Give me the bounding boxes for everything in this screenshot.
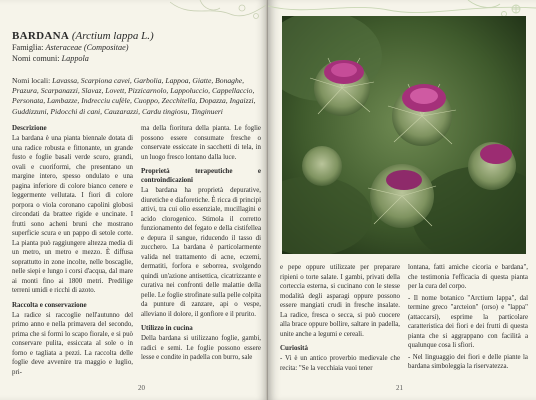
right-page [268,0,536,400]
page-number-left: 20 [138,384,145,392]
body-paragraph: La bardana è una pianta biennale dotata di una radice robusta e fittonante, un grande fusto e foglie basali verde scuro, grandi, ovali e cuoriformi, che presentano un margine intero, spesso ondulato e una pagina inferiore di colore bianco cenere e leggermente vellutata. I fiori di colore porpora o viola coronano capolini globosi circondati da brattee rigide e uncinate. I frutti sono acheni bruni che mostrano superficie scura e un pappo di setole corte. La pianta può raggiungere altezza media di un metro, un metro e mezzo. È diffusa soprattutto in zone incolte, nelle boscaglie, nelle siepi e lungo i corsi d'acqua, dal mare ai monti fino ai 1800 metri. Predilige terreni umidi e ricchi di azoto. [12,135,133,294]
body-paragraph: ma della fioritura della pianta. Le foglie possono essere consumate fresche o conservate essiccate in sacchetti di tela, in un luogo fresco lontano dalla luce. [141,125,261,161]
body-paragraph: - Vi è un antico proverbio medievale che recita: "Se la vecchiaia vuoi tener [280,355,400,372]
bur-bottom-left [302,146,342,186]
bur-right [468,142,516,190]
body-paragraph: Della bardana si utilizzano foglie, gambi, radici e semi. Le foglie possono essere lesse e condite in padella con burro, sale [141,335,261,361]
section-heading: Raccolta e conservazione [12,300,87,309]
body-paragraph: e pepe oppure utilizzate per preparare ripieni o torte salate. I gambi, privati della corteccia esterna, si cucinano con le stesse modalità degli asparagi oppure possono essere mangiati crudi in fresche insalate. La radice, fresca o secca, si può cuocere alla brace oppure bollire, saltare in padella, unite anche a legumi e cereali. [280,264,400,338]
left-column-1 [12,124,133,379]
section-heading: Descrizione [12,124,47,132]
nomi-comuni-line: Nomi comuni: Lappola [12,54,89,63]
body-paragraph: - Il nome botanico "Arctium lappa", dal termine greco "arcteion" (orso) e "lappa" (attaccarsi), esprime la particolare caratteristica dei fiori e dei frutti di questa pianta che si aggrappano con facilità a qualunque cosa li sfiori. [408,294,528,349]
page-number-right: 21 [396,384,403,392]
floral-ornament-left [170,0,268,26]
section-heading: Utilizzo in cucina [141,324,193,332]
plant-title: BARDANA (Arctium lappa L.) [12,30,154,42]
body-paragraph: La radice si raccoglie nell'autunno del primo anno e nella primavera del secondo, prima che si formi lo scapo fiorale, e si può conservare pulita, essiccata al sole o in forno e tagliata a pezzi. La raccolta delle foglie deve avvenire tra maggio e luglio, pri- [12,311,133,376]
body-paragraph: lontana, fatti amiche cicoria e bardana", che testimonia l'efficacia di questa pianta per la cura del corpo. [408,264,528,290]
nomi-locali-line: Nomi locali: Lavassa, Scarpiona cavei, Garbolia, Lappoa, Giatte, Bonaghe, Prazura, Scarpanazzi, Slavaz, Lovett, Pizzicarnolo, Lappoluccio, Cappellaccio, Personata, Lambazze, Indrecciu cufèle, Cuoppo, Zecchitella, Dopazza, Ingaizzi, Guddizzuni, Pidocchi di cani, Cauzarazzi, Cardu tingiosu, Tinginueri [12,76,256,116]
body-paragraph: La bardana ha proprietà depurative, diuretiche e diaforetiche. È ricca di principi attivi, tra cui olio essenziale, mucillagini e acido clorogenico. Stimola il corretto funzionamento del fegato e della cistifellea e depura il sangue, riducendo il tasso di zucchero. La bardana è particolarmente valida nel trattamento di acne, eczemi, dermatiti, forfora e seborrea, svolgendo quindi un'azione antisettica, cicatrizzante e curativa nei confronti delle malattie della pelle. Le foglie strofinate sulla pelle colpita da punture di zanzare, api o vespe, alleviano il dolore, il gonfiore e il prurito. [141,187,261,318]
famiglia-line: Famiglia: Asteraceae (Compositae) [12,43,129,52]
right-column-1 [280,263,400,375]
left-column-2 [141,124,261,365]
right-column-2 [408,263,528,374]
section-heading: Proprietà terapeutiche e controindicazioni [141,167,261,184]
burdock-flower-photo [282,16,526,254]
body-paragraph: - Nel linguaggio dei fiori e delle piante la bardana simboleggia la riservatezza. [408,353,528,370]
section-heading: Curiosità [280,344,308,352]
